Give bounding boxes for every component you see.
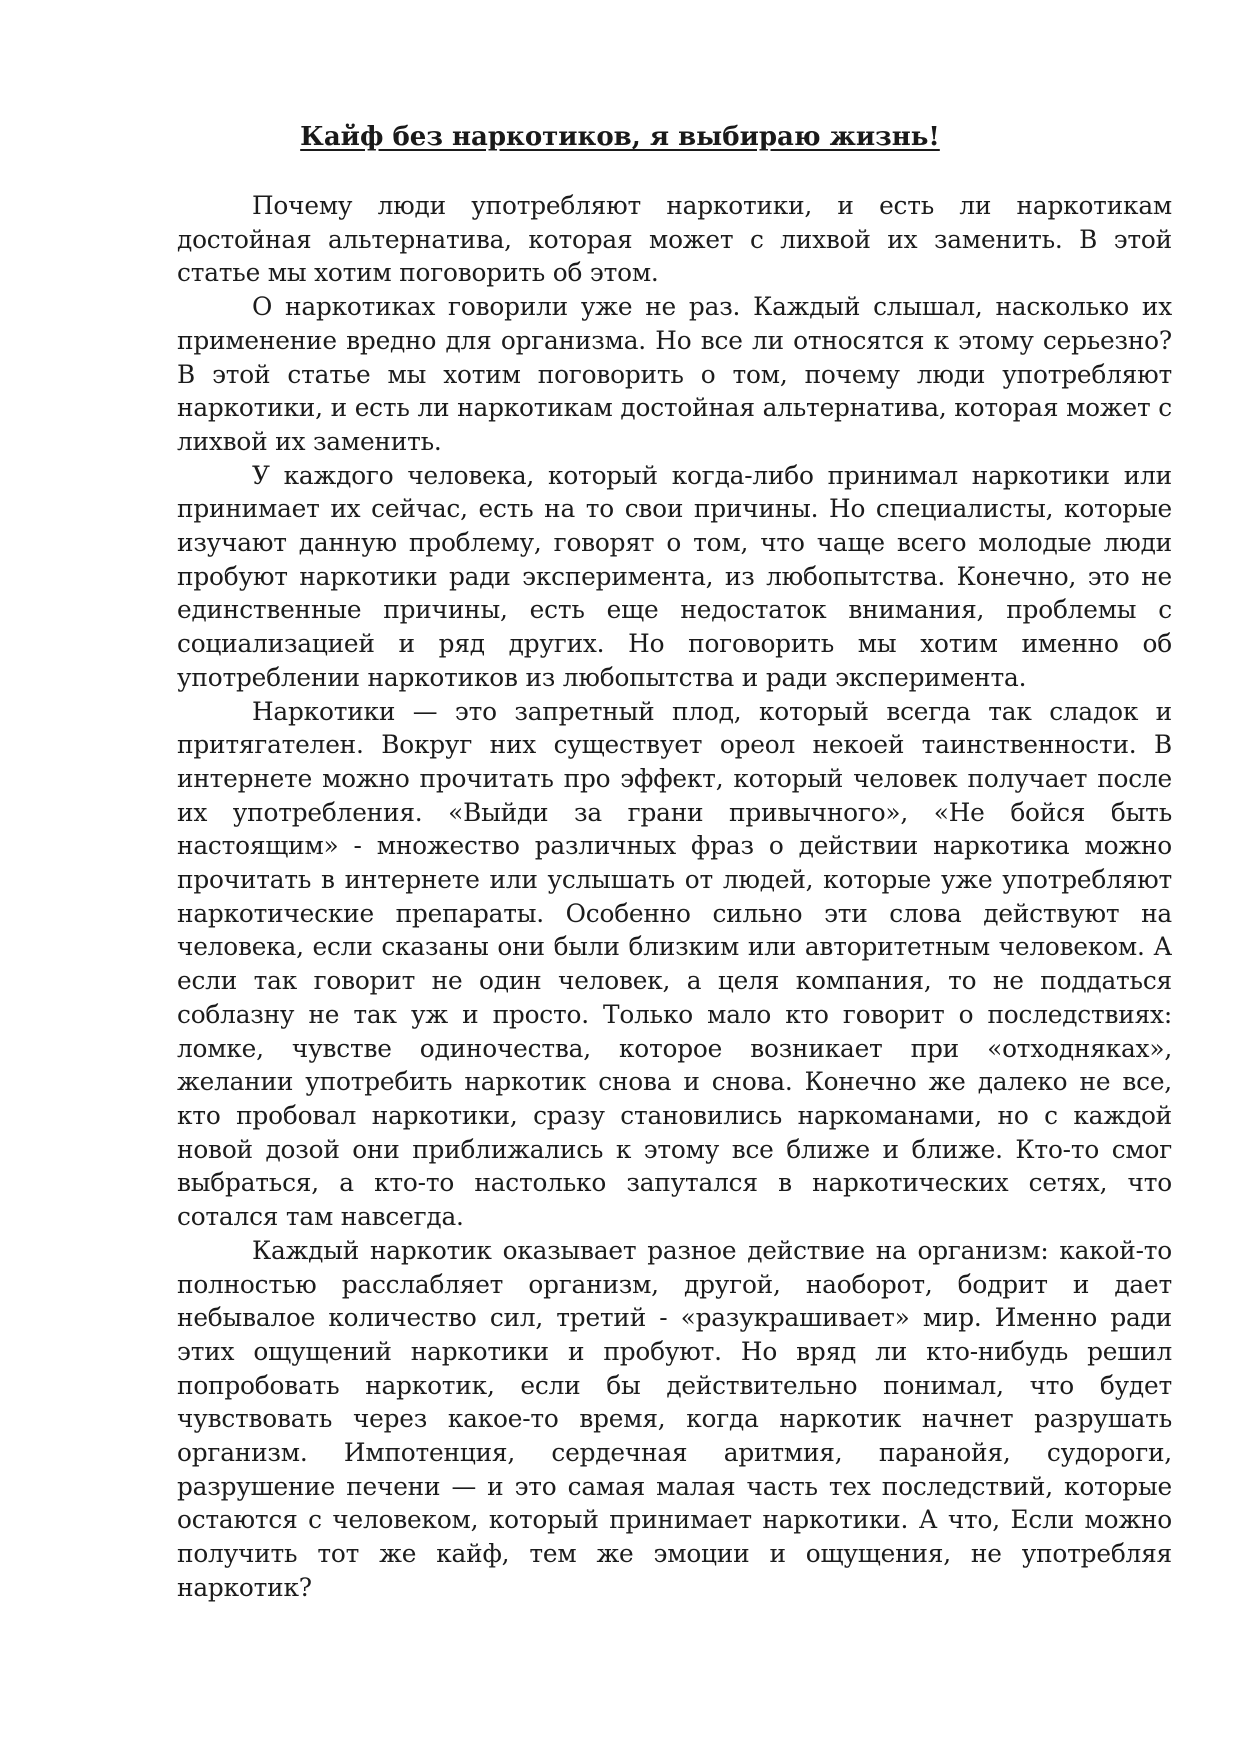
- document-title: Кайф без наркотиков, я выбираю жизнь!: [300, 122, 940, 152]
- paragraph: У каждого человека, который когда-либо принимал наркотики или принимает их сейчас, есть на то свои причины. Но специалисты, которые изучают данную проблему, говорят о том, что чаще всего молодые люди пробуют наркотики ради эксперимента, из любопытства. Конечно, это не единственные причины, есть еще недостаток внимания, проблемы с социализацией и ряд других. Но поговорить мы хотим именно об употреблении наркотиков из любопытства и ради эксперимента.: [177, 460, 1172, 692]
- paragraph: Почему люди употребляют наркотики, и есть ли наркотикам достойная альтернатива, которая может с лихвой их заменить. В этой статье мы хотим поговорить об этом.: [177, 191, 1172, 288]
- document-body: [177, 189, 1172, 1605]
- paragraph: Наркотики — это запретный плод, который всегда так сладок и притягателен. Вокруг них существует ореол некоей таинственности. В интернете можно прочитать про эффект, который человек получает после их употребления. «Выйди за грани привычного», «Не бойся быть настоящим» - множество различных фраз о действии наркотика можно прочитать в интернете или услышать от людей, которые уже употребляют наркотические препараты. Особенно сильно эти слова действуют на человека, если сказаны они были близким или авторитетным человеком. А если так говорит не один человек, а целя компания, то не поддаться соблазну не так уж и просто. Только мало кто говорит о последствиях: ломке, чувстве одиночества, которое возникает при «отходняках», желании употребить наркотик снова и снова. Конечно же далеко не все, кто пробовал наркотики, сразу становились наркоманами, но с каждой новой дозой они приближались к этому все ближе и ближе. Кто-то смог выбраться, а кто-то настолько запутался в наркотических сетях, что сотался там навсегда.: [177, 696, 1172, 1232]
- paragraph: Каждый наркотик оказывает разное действие на организм: какой-то полностью расслабляет организм, другой, наоборот, бодрит и дает небывалое количество сил, третий - «разукрашивает» мир. Именно ради этих ощущений наркотики и пробуют. Но вряд ли кто-нибудь решил попробовать наркотик, если бы действительно понимал, что будет чувствовать через какое-то время, когда наркотик начнет разрушать организм. Импотенция, сердечная аритмия, паранойя, судороги, разрушение печени — и это самая малая часть тех последствий, которые остаются с человеком, который принимает наркотики. А что, Если можно получить тот же кайф, тем же эмоции и ощущения, не употребляя наркотик?: [177, 1235, 1172, 1602]
- paragraph: О наркотиках говорили уже не раз. Каждый слышал, насколько их применение вредно для организма. Но все ли относятся к этому серьезно? В этой статье мы хотим поговорить о том, почему люди употребляют наркотики, и есть ли наркотикам достойная альтернатива, которая может с лихвой их заменить.: [177, 292, 1172, 456]
